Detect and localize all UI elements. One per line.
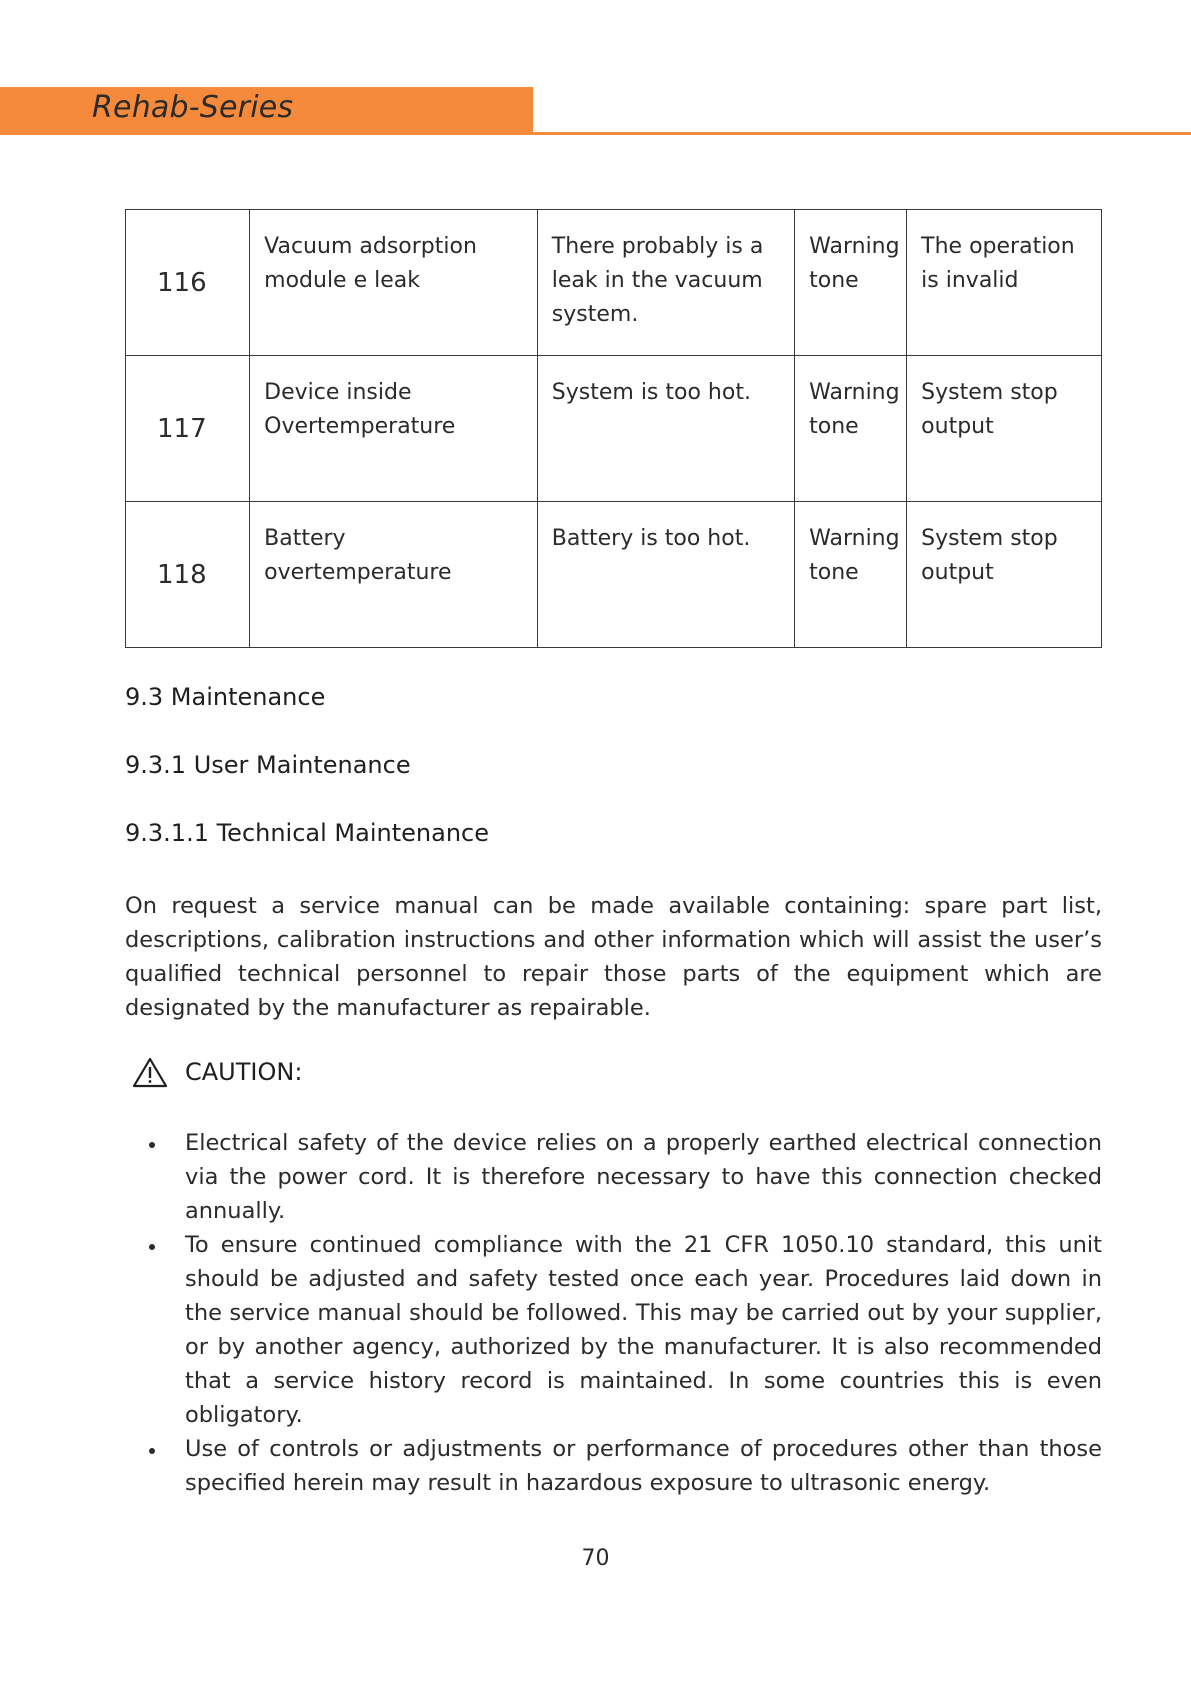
bullet-icon xyxy=(149,1448,155,1454)
bullet-icon xyxy=(149,1142,155,1148)
error-message-cell: Battery overtemperature xyxy=(250,502,538,648)
error-message-cell: Device inside Overtemperature xyxy=(250,356,538,502)
section-heading-user-maintenance: 9.3.1 User Maintenance xyxy=(125,751,411,779)
table-row xyxy=(126,356,1102,502)
alarm-cell: Warning tone xyxy=(795,502,907,648)
alarm-cell: Warning tone xyxy=(795,210,907,356)
caution-label: CAUTION: xyxy=(185,1058,303,1086)
list-item xyxy=(125,1126,1102,1228)
error-message-cell: Vacuum adsorption module e leak xyxy=(250,210,538,356)
list-item-text: Use of controls or adjustments or performance of procedures other than those specified herein may result in hazardous exposure to ultrasonic energy. xyxy=(185,1436,1102,1496)
list-item-text: To ensure continued compliance with the 21 CFR 1050.10 standard, this unit should be adjusted and safety tested once each year. Procedures laid down in the service manual should be followed. This may be carried out by your supplier, or by another agency, authorized by the manufacturer. It is also recommended that a service history record is maintained. In some countries this is even obligatory. xyxy=(185,1232,1102,1428)
page-number: 70 xyxy=(581,1546,610,1571)
technical-maintenance-paragraph: On request a service manual can be made available containing: spare part list, descriptions, calibration instructions and other information which will assist the user’s qualified technical personnel to repair those parts of the equipment which are designated by the manufacturer as repairable. xyxy=(125,893,1102,1021)
error-code-cell: 117 xyxy=(126,356,250,502)
list-item xyxy=(125,1432,1102,1500)
error-code-cell: 118 xyxy=(126,502,250,648)
error-cause-cell: Battery is too hot. xyxy=(537,502,794,648)
list-item-text: Electrical safety of the device relies on a properly earthed electrical connection via the power cord. It is therefore necessary to have this connection checked annually. xyxy=(185,1130,1102,1224)
result-cell: The operation is invalid xyxy=(907,210,1102,356)
alarm-cell: Warning tone xyxy=(795,356,907,502)
error-code-table xyxy=(125,209,1102,648)
list-item xyxy=(125,1228,1102,1432)
result-cell: System stop output xyxy=(907,356,1102,502)
caution-list xyxy=(125,1126,1102,1500)
header-title: Rehab-Series xyxy=(92,90,294,125)
error-cause-cell: There probably is a leak in the vacuum system. xyxy=(537,210,794,356)
header-rule xyxy=(533,132,1191,135)
result-cell: System stop output xyxy=(907,502,1102,648)
table-row xyxy=(126,502,1102,648)
warning-triangle-icon xyxy=(132,1057,168,1088)
table-row xyxy=(126,210,1102,356)
section-heading-technical-maintenance: 9.3.1.1 Technical Maintenance xyxy=(125,819,489,847)
error-cause-cell: System is too hot. xyxy=(537,356,794,502)
section-heading-maintenance: 9.3 Maintenance xyxy=(125,683,326,711)
bullet-icon xyxy=(149,1244,155,1250)
error-code-cell: 116 xyxy=(126,210,250,356)
